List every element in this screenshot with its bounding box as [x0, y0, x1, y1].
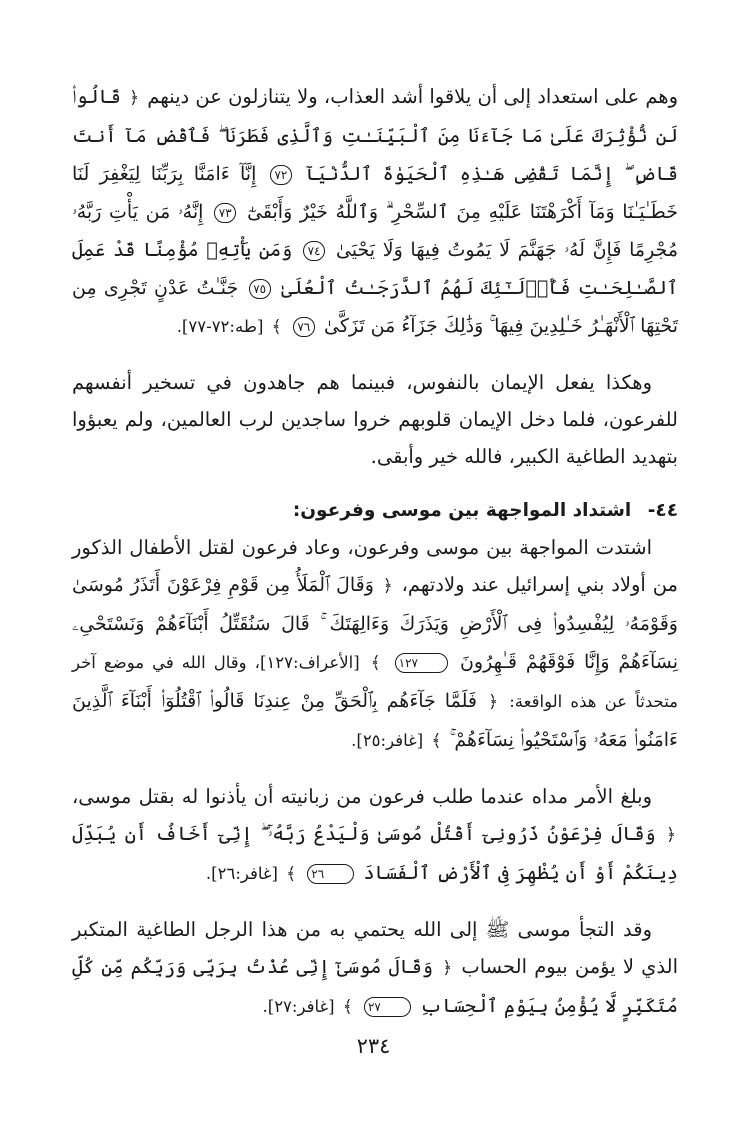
page-body	[72, 78, 678, 1026]
ayah-number-73: ٧٣	[214, 203, 236, 223]
ayah-number-72: ٧٢	[270, 165, 292, 185]
paragraph-5-text: وقد التجأ موسى ﷺ إلى الله يحتمي به من هذا الرجل الطاغية المتكبر الذي لا يؤمن بيوم الحساب	[72, 918, 679, 978]
paragraph-2-text: وهكذا يفعل الإيمان بالنفوس، فبينما هم جاهدون في تسخير أنفسهم للفرعون، فلما دخل الإيمان قلوبهم خروا ساجدين لرب العالمين، ولم يعبؤوا بتهديد الطاغية الكبير، فالله خير وأبقى.	[72, 371, 678, 468]
ayah-number-74: ٧٤	[303, 241, 325, 261]
quran-bracket-open: ﴿	[666, 825, 676, 845]
paragraph-4	[72, 778, 678, 893]
citation-ghafir-25: [غافر:٢٥].	[351, 731, 424, 750]
section-heading	[72, 493, 678, 529]
citation-ghafir-27: [غافر:٢٧].	[262, 997, 335, 1016]
citation-taha: [طه:٧٢-٧٧].	[176, 317, 264, 336]
citation-ghafir-26: [غافر:٢٦].	[205, 864, 278, 883]
quran-bracket-open: ﴿	[442, 958, 453, 978]
paragraph-3	[72, 529, 678, 760]
quran-verse-75: وَمَن يَأْتِهِۦ مُؤْمِنًا قَدْ عَمِلَ ٱلصَّـٰلِحَـٰتِ فَأُو۟لَـٰٓئِكَ لَهُمُ ٱلدَّرَجَـٰتُ ٱلْعُلَىٰ	[72, 239, 678, 299]
paragraph-2	[72, 364, 678, 475]
quran-bracket-open: ﴿	[382, 576, 393, 596]
quran-verse-ghafir-25: فَلَمَّا جَآءَهُم بِٱلْحَقِّ مِنْ عِندِنَا قَالُوا۟ ٱقْتُلُوٓا۟ أَبْنَآءَ ٱلَّذِينَ ءَامَنُوا۟ مَعَهُۥ وَٱسْتَحْيُوا۟ نِسَآءَهُمْ ۚ	[72, 690, 678, 751]
quran-verse-127: وَقَالَ ٱلْمَلَأُ مِن قَوْمِ فِرْعَوْنَ أَتَذَرُ مُوسَىٰ وَقَوْمَهُۥ لِيُفْسِدُوا۟ فِى ٱلْأَرْضِ وَيَذَرَكَ وَءَالِهَتَكَ ۚ قَالَ سَنُقَتِّلُ أَبْنَآءَهُمْ وَنَسْتَحْىِۦ نِسَآءَهُمْ وَإِنَّا فَوْقَهُمْ قَـٰهِرُونَ	[72, 574, 679, 673]
quran-verse-76: جَنَّـٰتُ عَدْنٍ تَجْرِى مِن تَحْتِهَا ٱلْأَنْهَـٰرُ خَـٰلِدِينَ فِيهَا ۚ وَذَٰلِكَ جَزَآءُ مَن تَزَكَّىٰ	[72, 277, 678, 337]
ayah-number-76: ٧٦	[293, 317, 315, 337]
section-number: ٤٤-	[647, 500, 678, 521]
ayah-number-27: ٢٧	[364, 997, 411, 1017]
page-number: ٢٣٤	[356, 1034, 391, 1058]
paragraph-1	[72, 78, 678, 346]
quran-bracket-close: ﴾	[271, 317, 282, 337]
quran-bracket-close: ﴾	[370, 653, 381, 673]
ayah-number-127: ١٢٧	[395, 653, 448, 673]
paragraph-5	[72, 911, 678, 1026]
ayah-number-75: ٧٥	[249, 279, 271, 299]
quran-verse-74: إِنَّهُۥ مَن يَأْتِ رَبَّهُۥ مُجْرِمًا فَإِنَّ لَهُۥ جَهَنَّمَ لَا يَمُوتُ فِيهَا وَلَا يَحْيَىٰ	[72, 201, 679, 261]
paragraph-1-text: وهم على استعداد إلى أن يلاقوا أشد العذاب، ولا يتنازلون عن دينهم	[147, 85, 678, 108]
quran-verse-72: قَالُوا۟ لَن نُّؤْثِرَكَ عَلَىٰ مَا جَآءَنَا مِنَ ٱلْبَيِّنَـٰتِ وَٱلَّذِى فَطَرَنَا ۖ فَٱقْضِ مَآ أَنتَ قَاضٍ ۖ إِنَّمَا تَقْضِى هَـٰذِهِ ٱلْحَيَوٰةَ ٱلدُّنْيَآ	[71, 86, 679, 185]
quran-bracket-close: ﴾	[431, 731, 442, 751]
quran-bracket-open: ﴿	[488, 692, 499, 712]
quran-bracket-close: ﴾	[342, 997, 353, 1017]
quran-bracket-close: ﴾	[286, 864, 297, 884]
ayah-number-26: ٢٦	[307, 864, 354, 884]
quran-bracket-open: ﴿	[129, 88, 140, 108]
quran-verse-ghafir-26: وَقَالَ فِرْعَوْنُ ذَرُونِىٓ أَقْتُلْ مُوسَىٰ وَلْيَدْعُ رَبَّهُۥٓ ۖ إِنِّىٓ أَخَافُ أَن يُبَدِّلَ دِينَكُمْ أَوْ أَن يُظْهِرَ فِى ٱلْأَرْضِ ٱلْفَسَادَ	[72, 823, 678, 884]
quran-verse-ghafir-27: وَقَالَ مُوسَىٰٓ إِنِّى عُذْتُ بِرَبِّى وَرَبِّكُم مِّن كُلِّ مُتَكَبِّرٍ لَّا يُؤْمِنُ بِيَوْمِ ٱلْحِسَابِ	[72, 956, 678, 1017]
paragraph-3-text: اشتدت المواجهة بين موسى وفرعون، وعاد فرعون لقتل الأطفال الذكور من أولاد بني إسرائيل عند ولادتهم،	[72, 536, 678, 596]
paragraph-4-text: وبلغ الأمر مداه عندما طلب فرعون من زبانيته أن يأذنوا له بقتل موسى،	[72, 785, 652, 808]
quran-verse-73: إِنَّآ ءَامَنَّا بِرَبِّنَا لِيَغْفِرَ لَنَا خَطَـٰيَـٰنَا وَمَآ أَكْرَهْتَنَا عَلَيْهِ مِنَ ٱلسِّحْرِ ۗ وَٱللَّهُ خَيْرٌ وَأَبْقَىٰٓ	[72, 163, 679, 223]
section-title: اشتداد المواجهة بين موسى وفرعون:	[292, 500, 632, 521]
citation-araf: [الأعراف:١٢٧]، وقال الله في موضع آخر متحدثاً عن هذه الواقعة:	[72, 653, 679, 711]
